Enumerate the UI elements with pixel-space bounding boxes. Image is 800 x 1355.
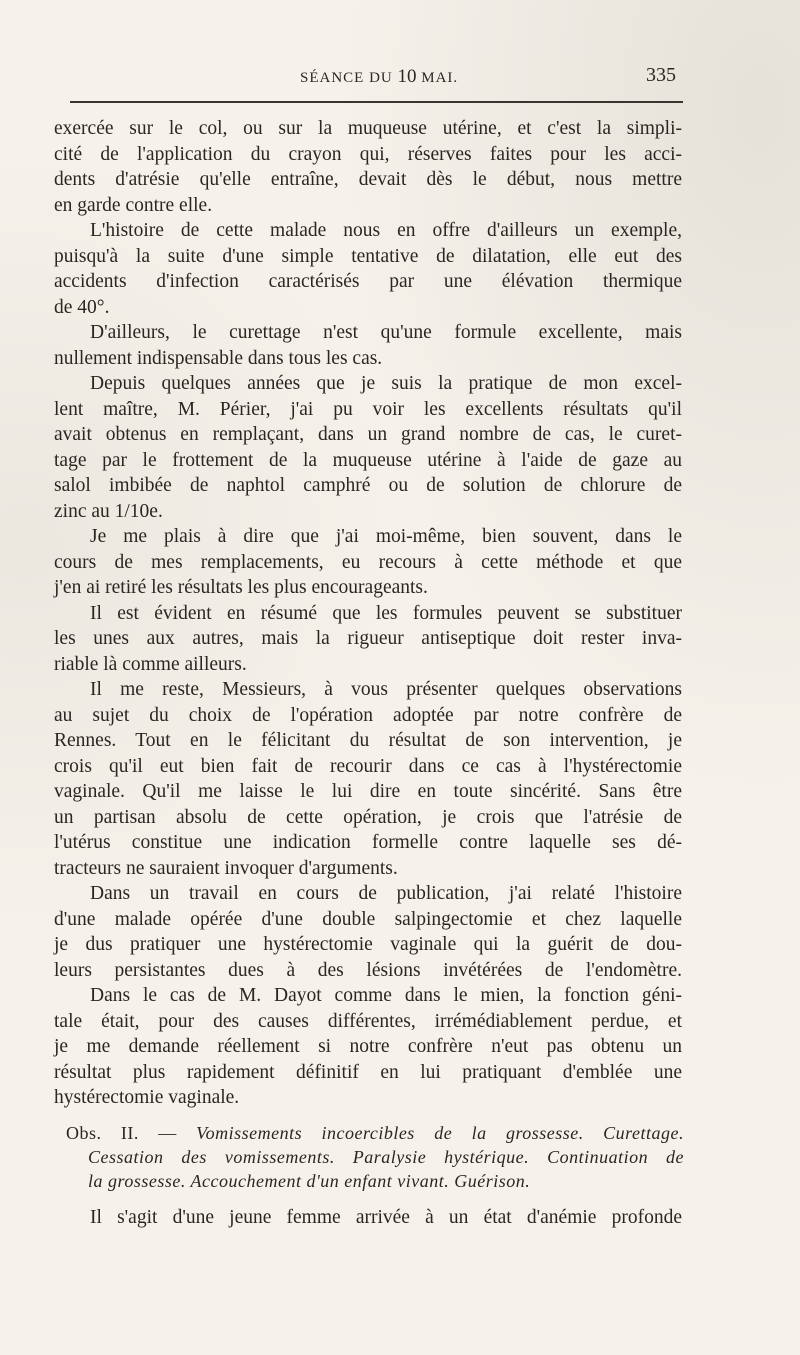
observation-line bbox=[64, 1121, 684, 1145]
body-text bbox=[52, 116, 682, 1111]
observation-line: la grossesse. Accouchement d'un enfant vivant. Guérison. bbox=[88, 1171, 531, 1191]
text-line: accidents d'infection caractérisés par une élévation thermique bbox=[54, 271, 682, 292]
text-line: un partisan absolu de cette opération, je crois que l'atrésie de bbox=[54, 806, 682, 828]
text-line: D'ailleurs, le curettage n'est qu'une formule excellente, mais bbox=[90, 322, 682, 343]
running-head bbox=[300, 66, 458, 88]
observation-title-1: Vomissements incoercibles de la grossesse. Curettage. bbox=[196, 1123, 684, 1143]
observation-heading bbox=[64, 1121, 684, 1193]
text-line: Depuis quelques années que je suis la pratique de mon excel- bbox=[90, 373, 682, 394]
running-head-prefix: SÉANCE DU bbox=[300, 70, 398, 86]
text-line: Dans un travail en cours de publication, j'ai relaté l'histoire bbox=[90, 883, 682, 904]
text-line: vaginale. Qu'il me laisse le lui dire en toute sincérité. Sans être bbox=[54, 781, 682, 802]
text-line: riable là comme ailleurs. bbox=[54, 653, 247, 675]
text-line: salol imbibée de naphtol camphré ou de solution de chlorure de bbox=[54, 475, 682, 496]
text-line: je dus pratiquer une hystérectomie vaginale qui la guérit de dou- bbox=[54, 934, 682, 955]
header-rule bbox=[70, 101, 683, 103]
text-line: cours de mes remplacements, eu recours à cette méthode et que bbox=[54, 551, 682, 573]
running-head-day: 10 bbox=[397, 66, 417, 87]
text-line: d'une malade opérée d'une double salpingectomie et chez laquelle bbox=[54, 908, 682, 930]
text-line: dents d'atrésie qu'elle entraîne, devait dès le début, nous mettre bbox=[54, 169, 682, 190]
text-line: tale était, pour des causes différentes, irrémédiablement perdue, et bbox=[54, 1010, 682, 1032]
text-line: Il est évident en résumé que les formules peuvent se substituer bbox=[90, 602, 682, 624]
text-line: j'en ai retiré les résultats les plus encourageants. bbox=[54, 577, 428, 598]
text-line: cité de l'application du crayon qui, réserves faites pour les acci- bbox=[54, 143, 682, 165]
text-line: hystérectomie vaginale. bbox=[54, 1087, 240, 1108]
text-line: de 40°. bbox=[54, 296, 110, 318]
text-line: avait obtenus en remplaçant, dans un grand nombre de cas, le curet- bbox=[54, 424, 682, 445]
observation-label: Obs. II. — bbox=[66, 1123, 197, 1143]
text-line: Rennes. Tout en le félicitant du résultat de son intervention, je bbox=[54, 730, 682, 751]
text-line: nullement indispensable dans tous les cas. bbox=[54, 347, 383, 369]
text-line: L'histoire de cette malade nous en offre d'ailleurs un exemple, bbox=[90, 220, 682, 241]
text-line: au sujet du choix de l'opération adoptée par notre confrère de bbox=[54, 704, 682, 726]
text-line: crois qu'il eut bien fait de recourir dans ce cas à l'hystérectomie bbox=[54, 755, 682, 777]
text-line: lent maître, M. Périer, j'ai pu voir les excellents résultats qu'il bbox=[54, 398, 682, 420]
text-line: en garde contre elle. bbox=[54, 194, 213, 216]
text-line: l'utérus constitue une indication formelle contre laquelle ses dé- bbox=[54, 832, 682, 853]
observation-line: Cessation des vomissements. Paralysie hystérique. Continuation de bbox=[88, 1147, 684, 1167]
text-line: je me demande réellement si notre confrère n'eut pas obtenu un bbox=[54, 1036, 682, 1057]
final-paragraph bbox=[52, 1205, 682, 1231]
text-line: Je me plais à dire que j'ai moi-même, bien souvent, dans le bbox=[90, 526, 682, 547]
running-head-suffix: MAI. bbox=[416, 70, 459, 86]
text-line: zinc au 1/10e. bbox=[54, 500, 163, 522]
text-line: Il me reste, Messieurs, à vous présenter quelques observations bbox=[90, 679, 682, 700]
text-line: résultat plus rapidement définitif en lui pratiquant d'emblée une bbox=[54, 1061, 682, 1083]
text-line: tage par le frottement de la muqueuse utérine à l'aide de gaze au bbox=[54, 449, 682, 471]
text-line: Dans le cas de M. Dayot comme dans le mien, la fonction géni- bbox=[90, 985, 682, 1006]
page-number: 335 bbox=[646, 64, 676, 86]
text-line: leurs persistantes dues à des lésions invétérées de l'endomètre. bbox=[54, 959, 682, 981]
text-line: les unes aux autres, mais la rigueur antiseptique doit rester inva- bbox=[54, 628, 682, 649]
text-line: Il s'agit d'une jeune femme arrivée à un état d'anémie profonde bbox=[90, 1207, 682, 1228]
text-line: puisqu'à la suite d'une simple tentative de dilatation, elle eut des bbox=[54, 245, 682, 267]
text-line: exercée sur le col, ou sur la muqueuse utérine, et c'est la simpli- bbox=[54, 118, 682, 139]
text-line: tracteurs ne sauraient invoquer d'arguments. bbox=[54, 857, 398, 879]
